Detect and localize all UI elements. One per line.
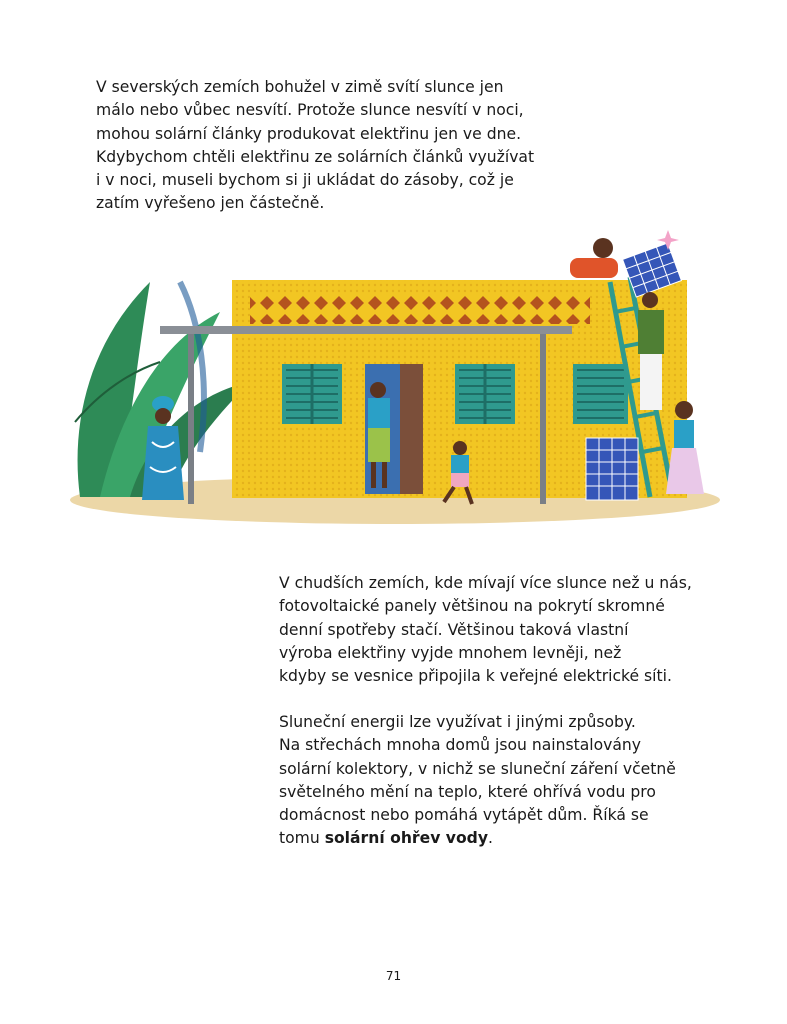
man-on-roof (570, 238, 618, 278)
text-line: zatím vyřešeno jen částečně. (96, 194, 325, 213)
text-line: V severských zemích bohužel v zimě svítí slunce jen (96, 78, 504, 96)
text-suffix: . (488, 829, 493, 848)
text-line: výroba elektřiny vyjde mnohem levněji, než (279, 643, 622, 662)
window-middle (455, 364, 515, 424)
text-line: Sluneční energii lze využívat i jinými způsoby. (279, 713, 636, 731)
text-line: Kdybychom chtěli elektřinu ze solárních článků využívat (96, 147, 535, 166)
text-line: solární kolektory, v nichž se sluneční záření včetně (279, 759, 676, 778)
text-line: i v noci, museli bychom si ji ukládat do zásoby, což je (96, 171, 514, 190)
paragraph-intro (96, 76, 534, 216)
door (400, 364, 423, 494)
text-line: málo nebo vůbec nesvítí. Protože slunce nesvítí v noci, (96, 101, 524, 120)
window-left (282, 364, 342, 424)
solar-panel-leaning (586, 438, 638, 500)
text-line: kdyby se vesnice připojila k veřejné elektrické síti. (279, 667, 672, 686)
text-line: Na střechách mnoha domů jsou nainstalovány (279, 736, 642, 755)
highlighted-term: solární ohřev vody (324, 829, 488, 848)
lattice-band (250, 294, 590, 324)
paragraph-poor-countries (279, 572, 692, 688)
page-number: 71 (385, 969, 402, 983)
house-solar-panel-illustration (60, 222, 730, 532)
text-line: světelného mění na teplo, které ohřívá vodu pro (279, 782, 656, 801)
text-line: V chudších zemích, kde mívají více slunce než u nás, (279, 574, 692, 592)
text-line: denní spotřeby stačí. Většinou taková vlastní (279, 620, 629, 639)
text-line: domácnost nebo pomáhá vytápět dům. Říká se (279, 806, 649, 825)
text-line: fotovoltaické panely většinou na pokrytí skromné (279, 597, 665, 616)
window-right (573, 364, 628, 424)
paragraph-solar-heating (279, 711, 676, 851)
text-prefix: tomu (279, 829, 325, 848)
text-line: mohou solární články produkovat elektřinu jen ve dne. (96, 124, 522, 143)
text-line-last (279, 827, 676, 850)
porch-roof (160, 326, 572, 334)
